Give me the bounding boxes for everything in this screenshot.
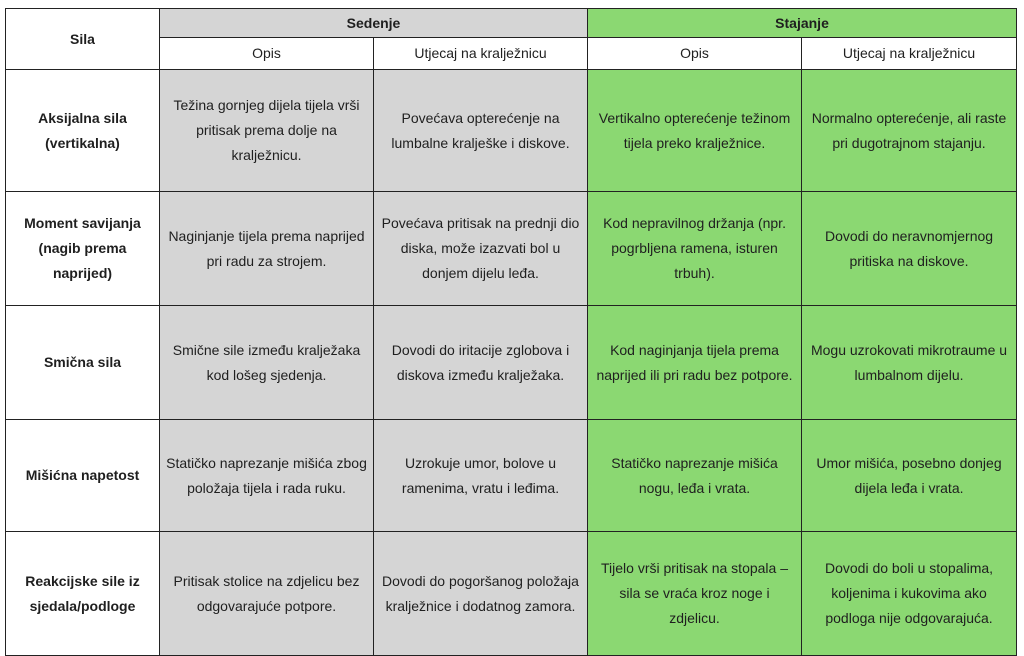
stajanje-utjecaj-cell: Dovodi do boli u stopalima, koljenima i kukovima ako podloga nije odgovarajuća. <box>802 532 1017 656</box>
header-sedenje: Sedenje <box>160 9 588 38</box>
row-label: Smična sila <box>6 306 160 420</box>
sedenje-opis-cell: Statičko naprezanje mišića zbog položaja tijela i rada ruku. <box>160 420 374 532</box>
stajanje-utjecaj-cell: Dovodi do neravnomjernog pritiska na diskove. <box>802 192 1017 306</box>
stajanje-opis-cell: Tijelo vrši pritisak na stopala – sila se vraća kroz noge i zdjelicu. <box>588 532 802 656</box>
sedenje-opis-cell: Naginjanje tijela prema naprijed pri radu za strojem. <box>160 192 374 306</box>
table-row <box>6 192 1017 306</box>
sedenje-utjecaj-cell: Uzrokuje umor, bolove u ramenima, vratu i leđima. <box>374 420 588 532</box>
stajanje-utjecaj-cell: Normalno opterećenje, ali raste pri dugotrajnom stajanju. <box>802 70 1017 192</box>
table-row <box>6 306 1017 420</box>
sedenje-opis-cell: Težina gornjeg dijela tijela vrši pritisak prema dolje na kralježnicu. <box>160 70 374 192</box>
table-row <box>6 532 1017 656</box>
header-sila: Sila <box>6 9 160 70</box>
stajanje-opis-cell: Statičko naprezanje mišića nogu, leđa i vrata. <box>588 420 802 532</box>
row-label: Reakcijske sile iz sjedala/podloge <box>6 532 160 656</box>
sedenje-utjecaj-cell: Dovodi do pogoršanog položaja kralježnice i dodatnog zamora. <box>374 532 588 656</box>
sedenje-opis-cell: Smične sile između kralježaka kod lošeg sjedenja. <box>160 306 374 420</box>
sedenje-utjecaj-cell: Dovodi do iritacije zglobova i diskova između kralježaka. <box>374 306 588 420</box>
table-row <box>6 70 1017 192</box>
subheader-stajanje-opis: Opis <box>588 38 802 70</box>
stajanje-utjecaj-cell: Mogu uzrokovati mikrotraume u lumbalnom dijelu. <box>802 306 1017 420</box>
sedenje-opis-cell: Pritisak stolice na zdjelicu bez odgovarajuće potpore. <box>160 532 374 656</box>
subheader-stajanje-utjecaj: Utjecaj na kralježnicu <box>802 38 1017 70</box>
header-stajanje: Stajanje <box>588 9 1017 38</box>
subheader-sedenje-utjecaj: Utjecaj na kralježnicu <box>374 38 588 70</box>
table-row <box>6 420 1017 532</box>
stajanje-opis-cell: Kod nepravilnog držanja (npr. pogrbljena ramena, isturen trbuh). <box>588 192 802 306</box>
comparison-table-container <box>5 8 1017 656</box>
subheader-sedenje-opis: Opis <box>160 38 374 70</box>
row-label: Moment savijanja (nagib prema naprijed) <box>6 192 160 306</box>
sedenje-utjecaj-cell: Povećava pritisak na prednji dio diska, može izazvati bol u donjem dijelu leđa. <box>374 192 588 306</box>
stajanje-opis-cell: Kod naginjanja tijela prema naprijed ili pri radu bez potpore. <box>588 306 802 420</box>
row-label: Aksijalna sila (vertikalna) <box>6 70 160 192</box>
sedenje-utjecaj-cell: Povećava opterećenje na lumbalne kralješke i diskove. <box>374 70 588 192</box>
stajanje-opis-cell: Vertikalno opterećenje težinom tijela preko kralježnice. <box>588 70 802 192</box>
row-label: Mišićna napetost <box>6 420 160 532</box>
header-row <box>6 9 1017 38</box>
forces-comparison-table <box>5 8 1017 656</box>
stajanje-utjecaj-cell: Umor mišića, posebno donjeg dijela leđa i vrata. <box>802 420 1017 532</box>
